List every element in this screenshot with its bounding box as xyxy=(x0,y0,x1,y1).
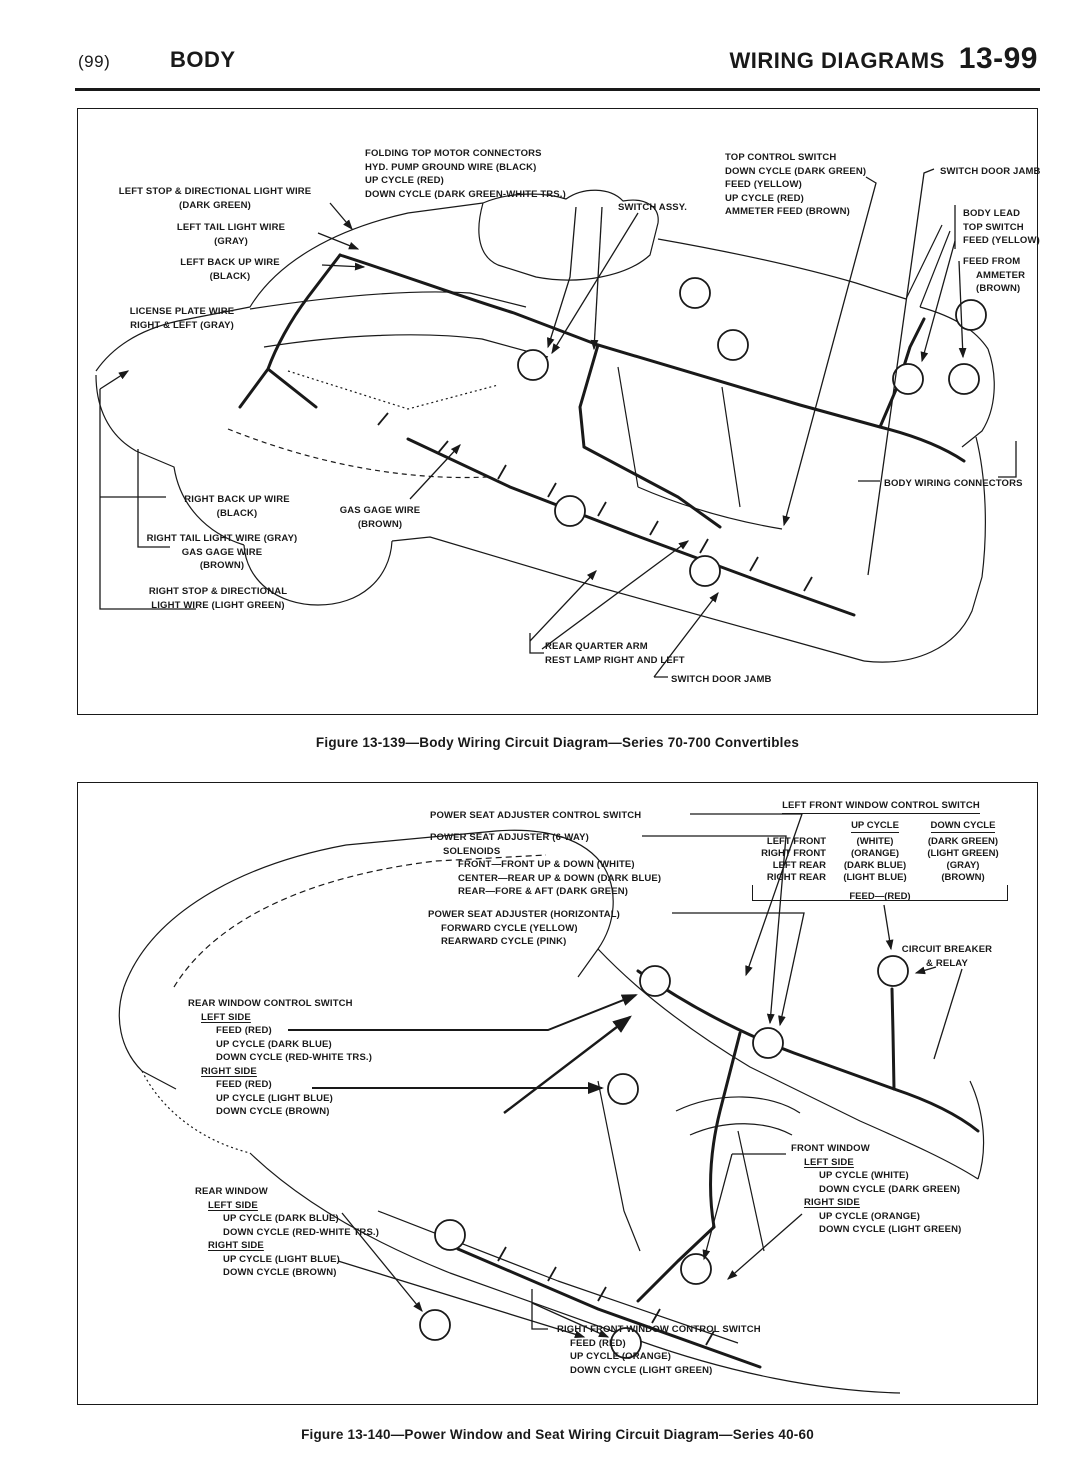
diagram-label-line: REAR QUARTER ARM xyxy=(545,641,648,652)
diagram-label-line: (GRAY) xyxy=(214,235,248,247)
connector-circles xyxy=(518,278,986,586)
diagram-label-line: DOWN CYCLE (BROWN) xyxy=(223,1267,337,1278)
diagram-label-line: (BLACK) xyxy=(209,270,251,282)
diagram-label-line: TOP CONTROL SWITCH xyxy=(725,152,837,163)
diagram-label-line: RIGHT SIDE xyxy=(804,1197,860,1208)
switch-table-rows xyxy=(754,836,1008,883)
diagram-label-line: LEFT SIDE xyxy=(208,1199,258,1211)
diagram-label-line: BODY LEAD xyxy=(963,208,1021,219)
diagram-label-line: DOWN CYCLE (DARK GREEN-WHITE TRS.) xyxy=(365,188,566,200)
diagram-label xyxy=(963,207,1040,248)
diagram-label-line: RIGHT FRONT WINDOW CONTROL SWITCH xyxy=(557,1324,761,1335)
diagram-label-line: UP CYCLE (DARK BLUE) xyxy=(216,1038,332,1050)
switch-table-title xyxy=(754,795,1008,814)
diagram-label-line: LICENSE PLATE WIRE xyxy=(129,306,235,317)
diagram-label-line: UP CYCLE (RED) xyxy=(365,175,444,186)
diagram-label-line: FORWARD CYCLE (YELLOW) xyxy=(441,922,578,934)
switch-table-cell: RIGHT REAR xyxy=(766,872,826,883)
diagram-label-line: REST LAMP RIGHT AND LEFT xyxy=(545,654,685,666)
diagram-label-line: DOWN CYCLE (RED-WHITE TRS.) xyxy=(216,1052,373,1063)
figure-13-139-caption: Figure 13-139—Body Wiring Circuit Diagram—Series 70-700 Convertibles xyxy=(315,735,800,750)
diagram-label-line: RIGHT BACK UP WIRE xyxy=(184,494,290,505)
diagram-label-line: LEFT BACK UP WIRE xyxy=(180,257,280,268)
diagram-label-line: (BROWN) xyxy=(976,283,1021,294)
diagram-label xyxy=(430,831,661,899)
diagram-label-line: SOLENOIDS xyxy=(443,845,501,857)
diagram-label-line: SWITCH ASSY. xyxy=(618,202,688,213)
diagram-label-line: RIGHT TAIL LIGHT WIRE (GRAY) xyxy=(146,533,298,544)
diagram-label-line: DOWN CYCLE (LIGHT GREEN) xyxy=(819,1224,962,1235)
diagram-label-line: DOWN CYCLE (RED-WHITE TRS.) xyxy=(223,1226,380,1238)
diagram-label xyxy=(940,165,1041,179)
switch-table-cell: (GRAY) xyxy=(946,860,980,871)
diagram-label-line: REAR WINDOW CONTROL SWITCH xyxy=(188,998,353,1009)
diagram-label-line: DOWN CYCLE (DARK GREEN) xyxy=(819,1183,961,1195)
diagram-label xyxy=(147,532,298,573)
diagram-label-line: UP CYCLE (WHITE) xyxy=(819,1170,909,1181)
diagram-label xyxy=(365,147,566,201)
diagram-label xyxy=(430,809,641,823)
diagram-label xyxy=(195,1185,379,1280)
switch-table-header xyxy=(754,820,1008,833)
diagram-label xyxy=(618,201,687,215)
switch-table-cell: LEFT REAR xyxy=(772,860,826,871)
diagram-label-line: DOWN CYCLE (LIGHT GREEN) xyxy=(570,1364,713,1376)
diagram-label-line: & RELAY xyxy=(926,957,968,969)
diagram-label xyxy=(180,256,279,283)
diagram-label xyxy=(119,185,311,212)
diagram-label-line: RIGHT STOP & DIRECTIONAL xyxy=(148,586,288,597)
diagram-label-line: FEED (YELLOW) xyxy=(725,179,802,190)
section-title: BODY xyxy=(170,47,236,72)
diagram-label xyxy=(177,221,285,248)
diagram-label-line: CIRCUIT BREAKER xyxy=(901,944,993,955)
switch-table-cell: (BROWN) xyxy=(941,872,985,883)
diagram-label xyxy=(545,640,685,667)
diagram-label-line: LEFT SIDE xyxy=(804,1156,854,1168)
switch-table-title-text: LEFT FRONT WINDOW CONTROL SWITCH xyxy=(782,800,980,814)
switch-table-col-up: UP CYCLE xyxy=(851,820,899,831)
diagram-label-line: SWITCH DOOR JAMB xyxy=(940,166,1041,177)
harness-connector-ticks xyxy=(378,413,812,591)
switch-table-cell: (ORANGE) xyxy=(850,848,900,859)
switch-table-col-down: DOWN CYCLE xyxy=(930,820,996,831)
diagram-label-line: HYD. PUMP GROUND WIRE (BLACK) xyxy=(365,161,537,173)
diagram-label-line: UP CYCLE (LIGHT BLUE) xyxy=(223,1253,340,1265)
diagram-label xyxy=(557,1323,761,1377)
switch-table-cell: (DARK GREEN) xyxy=(927,836,999,847)
figure-13-139-frame xyxy=(77,108,1041,715)
diagram-label-line: UP CYCLE (RED) xyxy=(725,192,804,204)
diagram-label xyxy=(671,673,772,687)
switch-table-cell: (LIGHT BLUE) xyxy=(843,872,907,883)
diagram-label-line: DOWN CYCLE (DARK GREEN) xyxy=(725,165,867,177)
switch-table-cell: (WHITE) xyxy=(856,836,894,847)
switch-table-cell: (LIGHT GREEN) xyxy=(927,848,999,859)
switch-table-cell: RIGHT FRONT xyxy=(761,848,826,859)
diagram-label-line: FRONT WINDOW xyxy=(791,1143,870,1154)
figure-13-140-caption: Figure 13-140—Power Window and Seat Wiring Circuit Diagram—Series 40-60 xyxy=(301,1427,814,1442)
diagram-label-line: (DARK GREEN) xyxy=(179,199,251,211)
diagram-label-line: POWER SEAT ADJUSTER CONTROL SWITCH xyxy=(430,810,642,821)
diagram-label-line: FOLDING TOP MOTOR CONNECTORS xyxy=(365,148,542,159)
chapter-title: WIRING DIAGRAMS xyxy=(729,48,945,73)
diagram-label xyxy=(130,305,234,332)
diagram-label-line: FEED FROM xyxy=(963,256,1021,267)
diagram-label-line: AMMETER FEED (BROWN) xyxy=(725,206,850,217)
switch-table-feed-bracket xyxy=(752,885,1008,901)
diagram-label-line: POWER SEAT ADJUSTER (6-WAY) xyxy=(430,832,589,843)
switch-table-cell: LEFT FRONT xyxy=(766,836,826,847)
diagram-label xyxy=(725,151,866,219)
diagram-label-line: (BROWN) xyxy=(357,518,403,530)
diagram-label-line: (BLACK) xyxy=(216,507,258,519)
diagram-label-line: UP CYCLE (ORANGE) xyxy=(819,1210,921,1222)
diagram-label xyxy=(188,997,372,1119)
figure-13-140-frame xyxy=(77,782,1038,1405)
wiring-harness xyxy=(240,255,964,615)
diagram-label-line: TOP SWITCH xyxy=(963,221,1024,233)
left-front-window-switch-table xyxy=(754,795,1008,901)
diagram-label-line: SWITCH DOOR JAMB xyxy=(671,674,772,685)
diagram-label-line: REAR—FORE & AFT (DARK GREEN) xyxy=(458,886,629,897)
diagram-label xyxy=(184,493,289,520)
diagram-label-line: RIGHT & LEFT (GRAY) xyxy=(130,319,234,331)
diagram-label-line: LEFT SIDE xyxy=(201,1011,251,1023)
diagram-label xyxy=(340,504,421,531)
page-number: 13-99 xyxy=(958,42,1038,75)
diagram-label xyxy=(902,943,992,970)
diagram-label xyxy=(791,1142,961,1237)
diagram-label-line: AMMETER xyxy=(976,269,1026,281)
diagram-label-line: CENTER—REAR UP & DOWN (DARK BLUE) xyxy=(458,872,662,884)
diagram-label xyxy=(428,908,620,949)
diagram-label xyxy=(149,585,287,612)
switch-table-spacer xyxy=(754,820,832,833)
diagram-label-line: UP CYCLE (ORANGE) xyxy=(570,1351,672,1362)
header-right xyxy=(730,42,1039,76)
diagram-label-line: (BROWN) xyxy=(199,560,245,571)
diagram-label-line: FEED (RED) xyxy=(216,1079,272,1090)
diagram-label-line: FEED (YELLOW) xyxy=(963,235,1040,246)
diagram-label-line: REAR WINDOW xyxy=(195,1186,268,1197)
diagram-label xyxy=(963,255,1025,296)
diagram-label-line: GAS GAGE WIRE xyxy=(181,546,263,558)
diagram-label-line: LEFT STOP & DIRECTIONAL LIGHT WIRE xyxy=(118,186,312,197)
diagram-label-line: LIGHT WIRE (LIGHT GREEN) xyxy=(151,599,285,611)
switch-table-footer: FEED—(RED) xyxy=(849,891,911,902)
diagram-label-line: UP CYCLE (LIGHT BLUE) xyxy=(216,1092,333,1104)
diagram-label-line: LEFT TAIL LIGHT WIRE xyxy=(176,222,286,233)
page-reference: (99) xyxy=(78,52,111,71)
header-rule xyxy=(75,88,1040,91)
diagram-label-line: FRONT—FRONT UP & DOWN (WHITE) xyxy=(458,859,635,870)
diagram-label-line: GAS GAGE WIRE xyxy=(339,505,421,516)
diagram-label-line: REARWARD CYCLE (PINK) xyxy=(441,936,567,947)
diagram-label-line: RIGHT SIDE xyxy=(201,1065,257,1077)
switch-table-cell: (DARK BLUE) xyxy=(843,860,907,871)
diagram-label-line: FEED (RED) xyxy=(570,1337,626,1349)
diagram-label-line: UP CYCLE (DARK BLUE) xyxy=(223,1213,339,1224)
diagram-label-line: DOWN CYCLE (BROWN) xyxy=(216,1106,330,1117)
diagram-label-line: FEED (RED) xyxy=(216,1025,272,1036)
diagram-label-line: POWER SEAT ADJUSTER (HORIZONTAL) xyxy=(428,909,620,920)
diagram-label xyxy=(884,477,1023,491)
diagram-label-line: RIGHT SIDE xyxy=(208,1240,264,1251)
diagram-label-line: BODY WIRING CONNECTORS xyxy=(884,478,1023,489)
